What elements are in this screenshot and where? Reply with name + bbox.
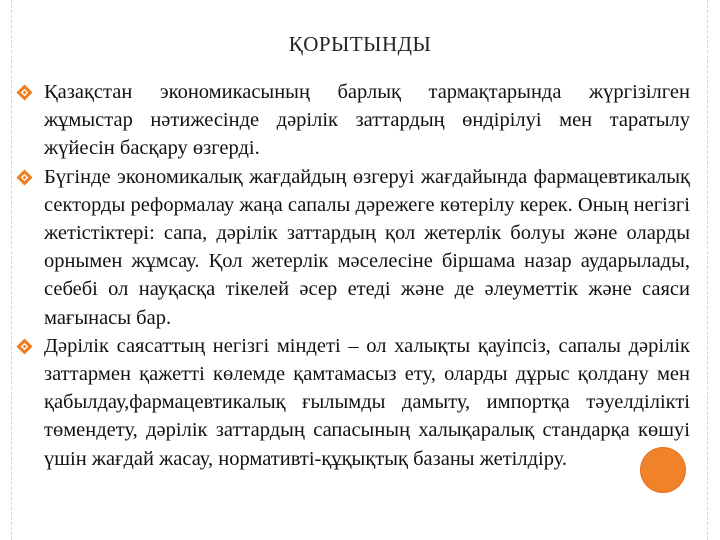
bullet-item [44, 78, 690, 163]
bullet-text: Дәрілік саясаттың негізгі міндеті – ол халықты қауіпсіз, сапалы дәрілік заттармен қажетті көлемде қамтамасыз ету, оларды дұрыс қолдану мен қабылдау,фармацевтикалық ғылымды дамыту, импортқа тәуелділікті төмендету, дәрілік заттардың сапасының халықаралық стандарқа көшуі үшін жағдай жасау, нормативті-құқықтық базаны жетілдіру. [44, 334, 690, 470]
bullet-list [44, 78, 690, 473]
bullet-text: Бүгінде экономикалық жағдайдың өзгеруі жағдайында фармацевтикалық секторды реформалау жаңа сапалы дәрежеге көтерілу керек. Оның негізгі жетістіктері: сапа, дәрілік заттардың қол жетерлік болуы және оларды орнымен жұмсау. Қол жетерлік мәселесіне біршама назар аударылады, себебі ол науқасқа тікелей әсер етеді және де әлеуметтік және саяси мағынасы бар. [44, 165, 690, 329]
slide-title: ҚОРЫТЫНДЫ [288, 32, 432, 56]
orange-diamond-bullet-icon [16, 169, 33, 186]
bullet-item [44, 332, 690, 473]
orange-diamond-bullet-icon [16, 84, 33, 101]
right-dashed-border [707, 0, 708, 540]
orange-accent-circle [640, 447, 686, 493]
bullet-item [44, 163, 690, 332]
left-dashed-border [11, 0, 12, 540]
orange-diamond-bullet-icon [16, 338, 33, 355]
bullet-text: Қазақстан экономикасының барлық тармақтарында жүргізілген жұмыстар нәтижесінде дәрілік заттардың өндірілуі мен таратылу жүйесін басқару өзгерді. [44, 81, 690, 160]
